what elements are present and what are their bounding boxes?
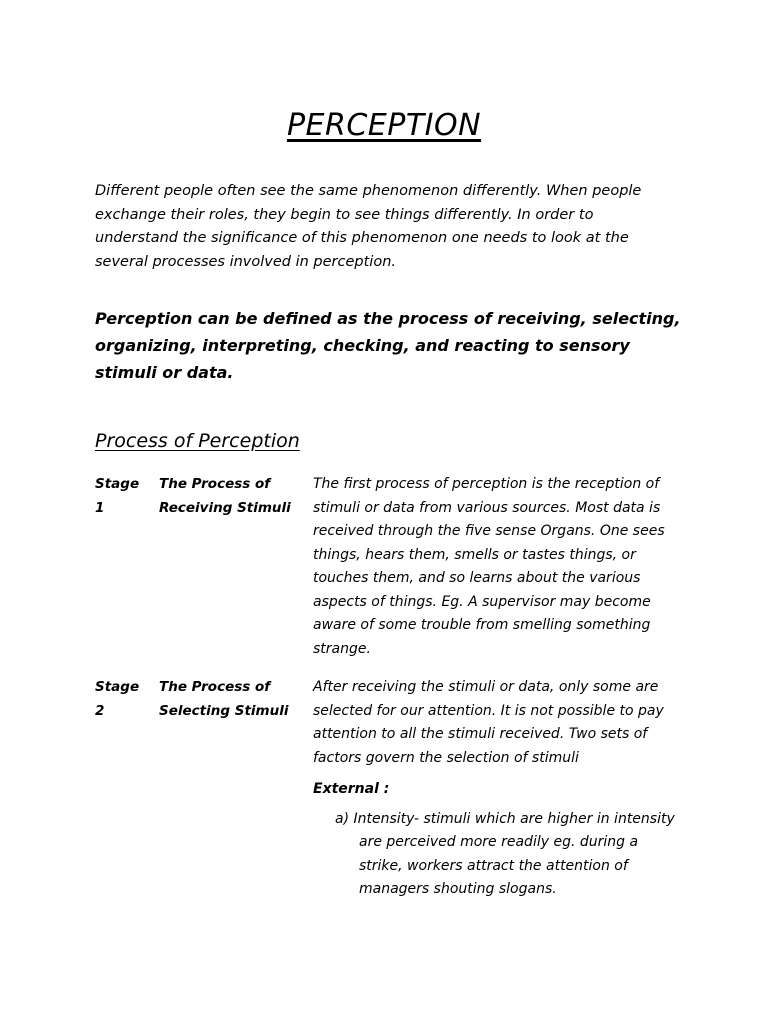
- stage-label: Stage 1: [95, 476, 140, 516]
- stage-name: The Process of Selecting Stimuli: [159, 679, 289, 719]
- stage-description: The first process of perception is the reception of stimuli or data from various sources. Most data is received through the five sense Organs. One sees things, hears them, smells or tastes things, or touches them, and so learns about the various aspects of things. Eg. A supervisor may become aware of some trouble from smelling something strange.: [313, 476, 665, 657]
- list-item-marker: a): [335, 810, 350, 827]
- section-heading: Process of Perception: [95, 430, 300, 452]
- definition-paragraph: Perception can be defined as the process of receiving, selecting, organizing, interpreting, checking, and reacting to sensory stimuli or data.: [95, 309, 681, 382]
- list-item-term: Intensity-: [353, 810, 419, 827]
- intro-paragraph: Different people often see the same phenomenon differently. When people exchange their roles, they begin to see things differently. In order to understand the significance of this phenomenon one needs to look at the several processes involved in perception.: [95, 183, 642, 270]
- sub-heading: External :: [313, 781, 390, 797]
- stage-name: The Process of Receiving Stimuli: [159, 476, 291, 516]
- stage-description: After receiving the stimuli or data, only some are selected for our attention. It is not possible to pay attention to all the stimuli received. Two sets of factors govern the selection of stimuli: [313, 679, 664, 766]
- page-title: PERCEPTION: [286, 108, 482, 143]
- stage-description-block: [313, 676, 678, 902]
- list-item-text: stimuli which are higher in intensity are perceived more readily eg. during a strike, workers attract the attention of managers shouting slogans.: [359, 810, 675, 897]
- list-item: [335, 808, 678, 902]
- stage-label: Stage 2: [95, 679, 140, 719]
